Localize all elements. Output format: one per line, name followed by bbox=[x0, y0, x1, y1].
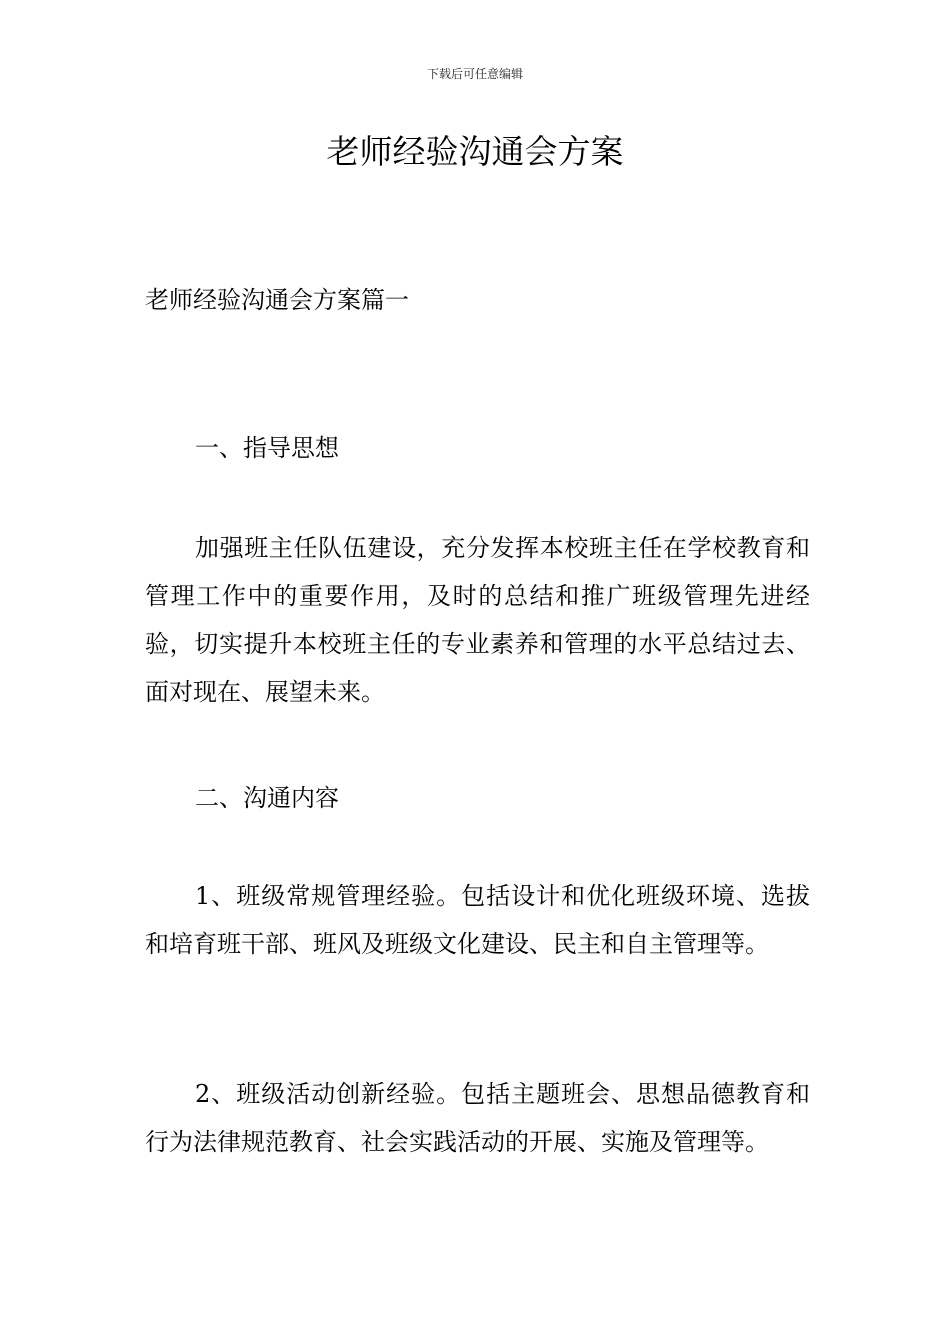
header-note: 下载后可任意编辑 bbox=[426, 67, 523, 81]
paragraph-class-routine-management: 1、班级常规管理经验。包括设计和优化班级环境、选拔和培育班干部、班风及班级文化建设、民主和自主管理等。 bbox=[145, 882, 810, 958]
paragraph-guiding-ideology: 加强班主任队伍建设，充分发挥本校班主任在学校教育和管理工作中的重要作用，及时的总结和推广班级管理先进经验，切实提升本校班主任的专业素养和管理的水平总结过去、面对现在、展望未来。 bbox=[145, 534, 810, 706]
section-heading-guiding-ideology: 一、指导思想 bbox=[195, 434, 339, 462]
section-heading-communication-content: 二、沟通内容 bbox=[195, 784, 339, 812]
document-subtitle: 老师经验沟通会方案篇一 bbox=[145, 286, 409, 314]
paragraph-class-activity-innovation: 2、班级活动创新经验。包括主题班会、思想品德教育和行为法律规范教育、社会实践活动的开展、实施及管理等。 bbox=[145, 1080, 810, 1156]
document-title: 老师经验沟通会方案 bbox=[326, 132, 624, 171]
